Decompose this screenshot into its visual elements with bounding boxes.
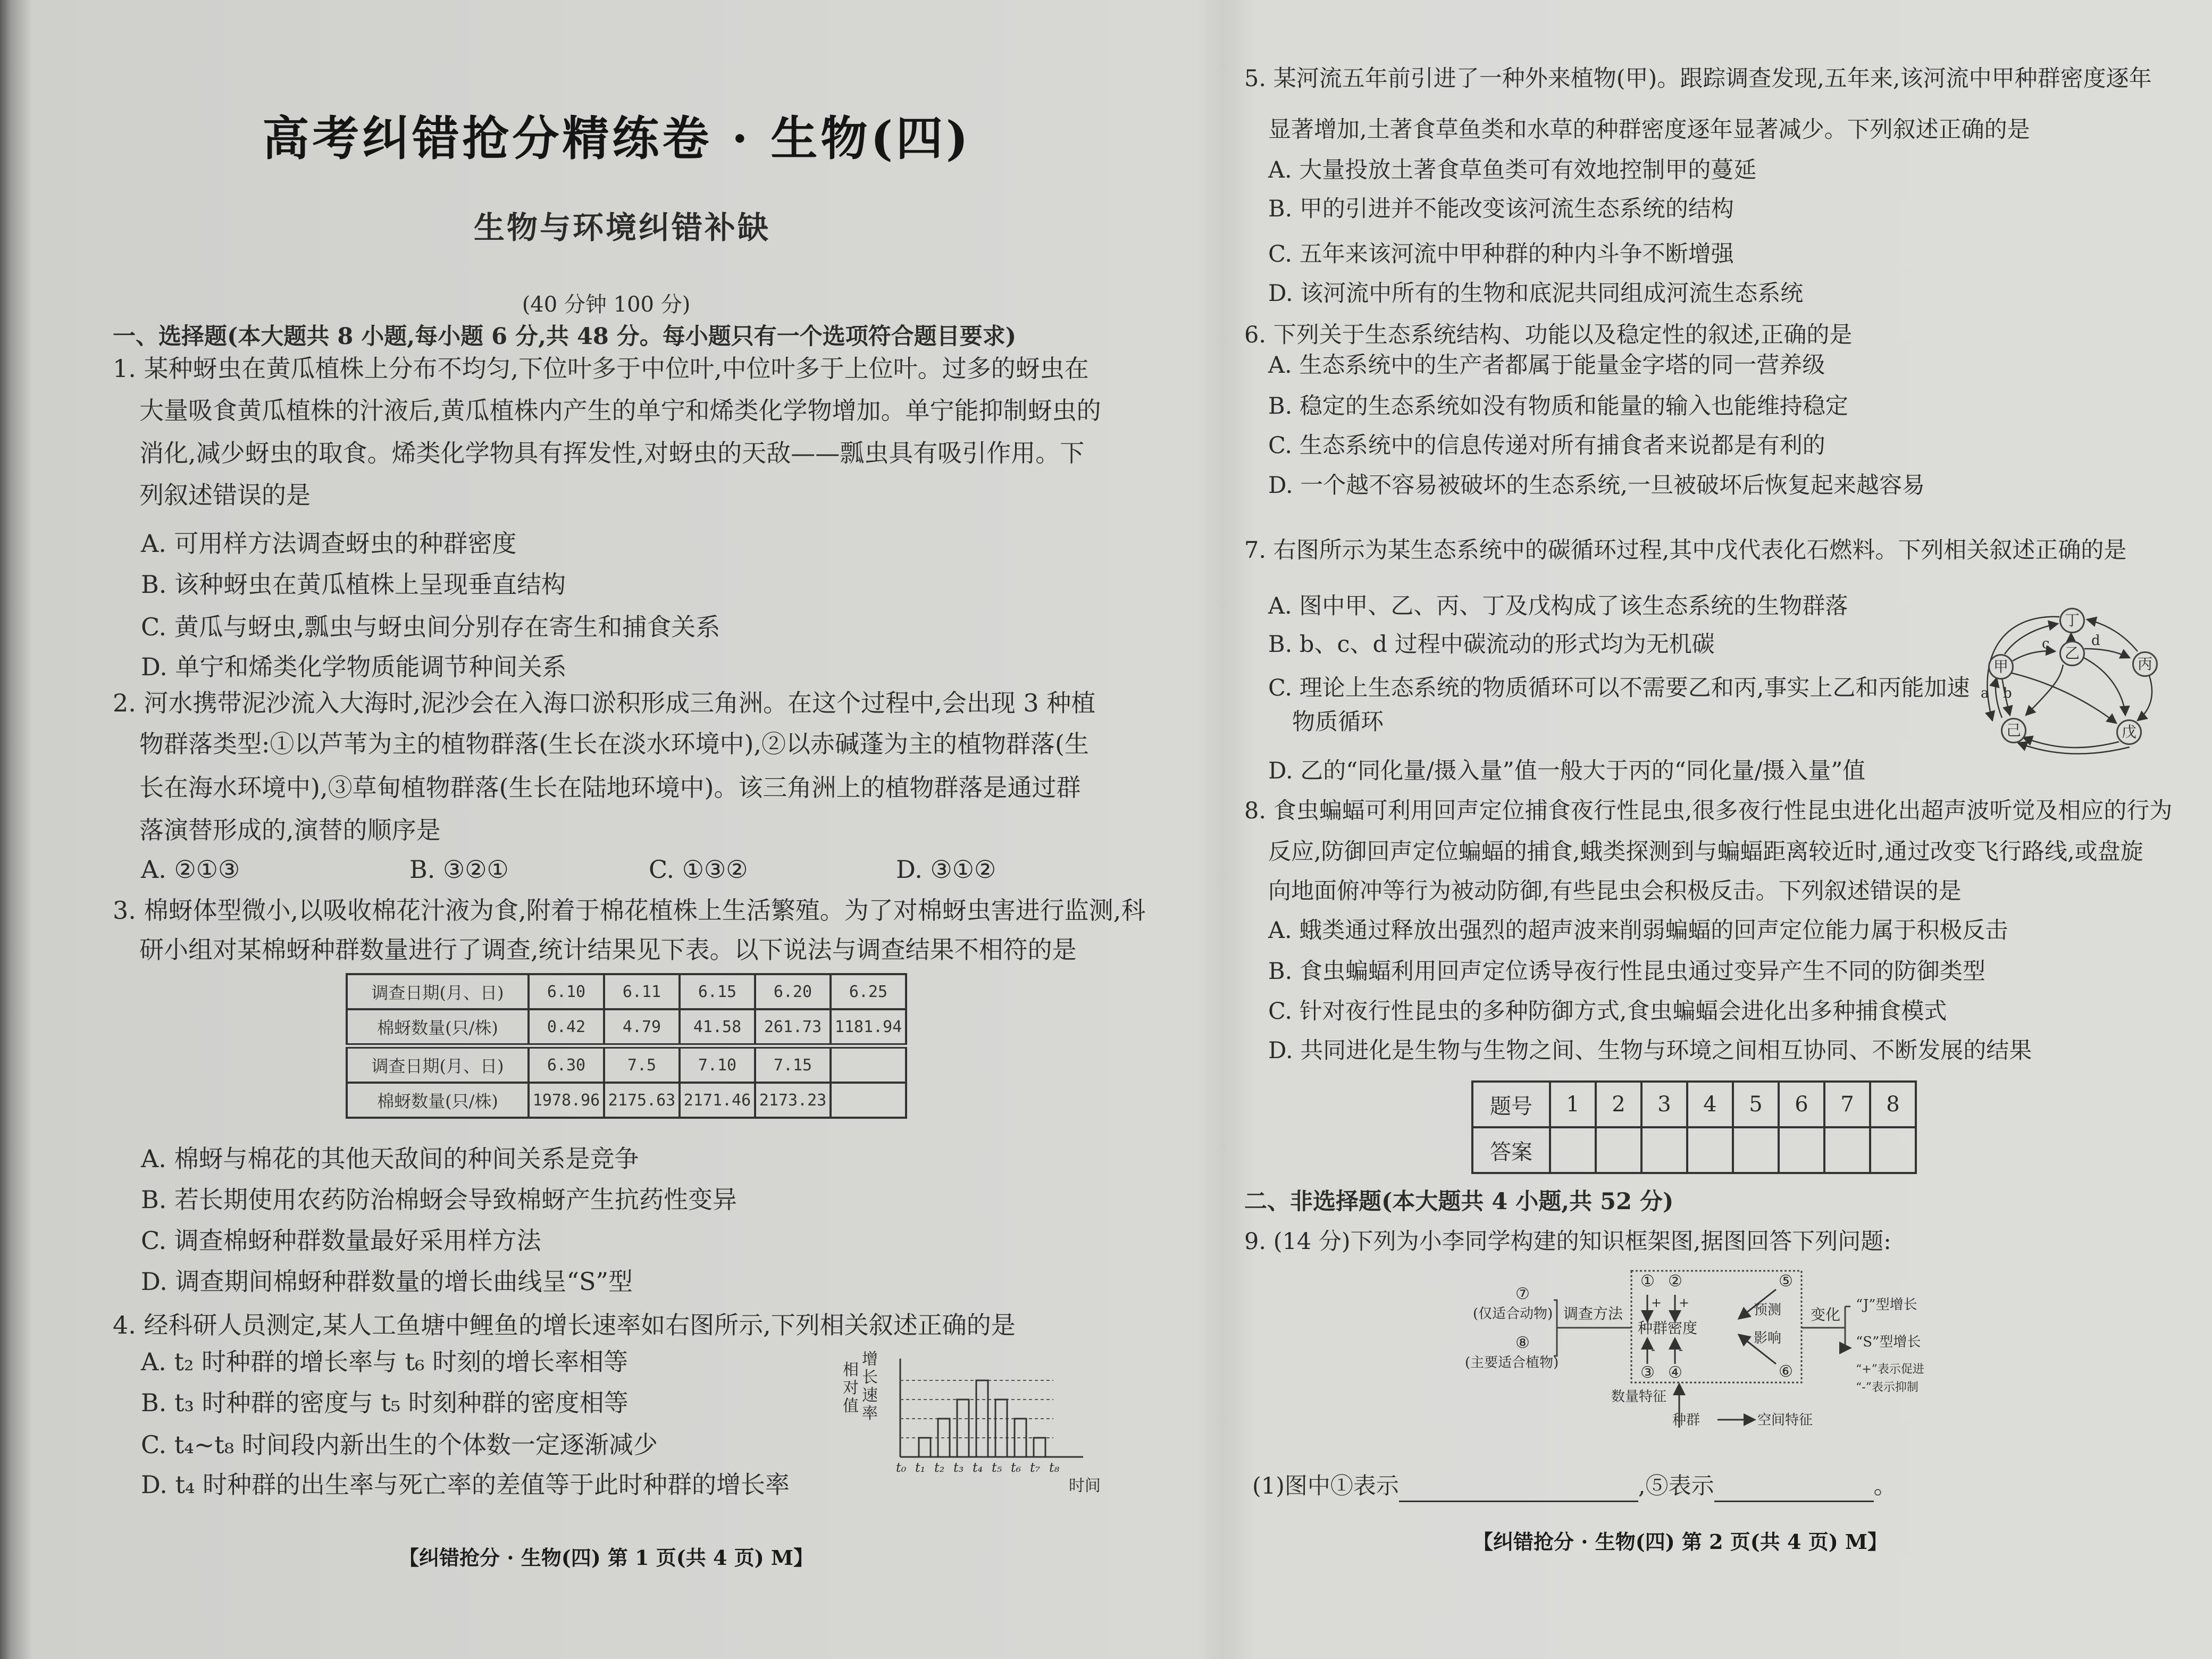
q2-option-d: D. ③①② <box>896 855 996 884</box>
answer-cell[interactable] <box>1824 1127 1870 1173</box>
q1-line: 1. 某种蚜虫在黄瓜植株上分布不均匀,下位叶多于中位叶,中位叶多于上位叶。过多的蚜虫在 <box>113 354 1089 383</box>
q6-option-d: D. 一个越不容易被破坏的生态系统,一旦被破坏后恢复起来越容易 <box>1268 472 1925 499</box>
time-tick-label: t₀ <box>896 1460 907 1475</box>
population-label: 种群 <box>1672 1412 1700 1428</box>
cell: 6 <box>1779 1082 1824 1127</box>
time-tick-label: t₇ <box>1030 1460 1041 1475</box>
cell: 1181.94 <box>831 1009 906 1046</box>
s-growth-label: “S”型增长 <box>1856 1334 1921 1350</box>
q3-option-d: D. 调查期间棉蚜种群数量的增长曲线呈“S”型 <box>141 1267 633 1296</box>
cell: 4 <box>1687 1082 1733 1127</box>
node-ji: 己 <box>2001 718 2026 743</box>
growth-bar <box>919 1438 931 1457</box>
cell: 2173.23 <box>755 1083 831 1118</box>
table-row <box>347 1046 906 1083</box>
q2-line: 长在海水环境中),③草甸植物群落(生长在陆地环境中)。该三角洲上的植物群落是通过群 <box>139 773 1081 802</box>
q8-line: 向地面俯冲等行为被动防御,有些昆虫会积极反击。下列叙述错误的是 <box>1268 878 1962 904</box>
plus-sign: + <box>1679 1295 1690 1310</box>
edge-label-c: c <box>2042 636 2050 652</box>
answer-table <box>1471 1080 1917 1174</box>
q6-option-b: B. 稳定的生态系统如没有物质和能量的输入也能维持稳定 <box>1268 393 1848 420</box>
population-density-label: 种群密度 <box>1638 1319 1698 1337</box>
carbon-cycle-figure <box>1970 598 2167 752</box>
table-row <box>347 974 906 1009</box>
change-label: 变化 <box>1811 1306 1841 1323</box>
time-score: (40 分钟 100 分) <box>522 292 691 317</box>
survey-method-label: 调查方法 <box>1563 1305 1623 1322</box>
minus-sign: - <box>1651 1342 1656 1357</box>
q8-line: 反应,防御回声定位蝙蝠的捕食,蛾类探测到与蝙蝠距离较近时,通过改变飞行路线,或盘旋 <box>1268 839 2143 865</box>
q2-line: 2. 河水携带泥沙流入大海时,泥沙会在入海口淤积形成三角洲。在这个过程中,会出现 3 种植 <box>113 689 1096 717</box>
q6-line: 6. 下列关于生态系统结构、功能以及稳定性的叙述,正确的是 <box>1244 322 1853 348</box>
q7-option-c: C. 理论上生态系统的物质循环可以不需要乙和丙,事实上乙和丙能加速 <box>1268 675 1970 701</box>
q8-option-c: C. 针对夜行性昆虫的多种防御方式,食虫蝙蝠会进化出多种捕食模式 <box>1268 998 1947 1025</box>
q1-option-a: A. 可用样方法调查蚜虫的种群密度 <box>141 529 517 558</box>
table-row <box>347 1009 906 1046</box>
plus-sign: + <box>1651 1295 1662 1310</box>
q9-sub1-label-a: (1)图中①表示 <box>1252 1473 1399 1499</box>
label-8-note: (主要适合植物) <box>1465 1355 1559 1371</box>
answer-label: 答案 <box>1472 1127 1550 1173</box>
growth-bar <box>1034 1438 1045 1457</box>
cell: 6.25 <box>831 974 906 1009</box>
answer-blank-5[interactable] <box>1714 1479 1874 1502</box>
predict-label: 预测 <box>1754 1302 1782 1318</box>
q5-line: 显著增加,土著食草鱼类和水草的种群密度逐年显著减少。下列叙述正确的是 <box>1268 116 2030 143</box>
q3-option-a: A. 棉蚜与棉花的其他天敌间的种间关系是竞争 <box>141 1144 639 1173</box>
legend-minus: “-”表示抑制 <box>1856 1381 1918 1394</box>
q8-option-d: D. 共同进化是生物与生物之间、生物与环境之间相互协同、不断发展的结果 <box>1268 1037 2032 1064</box>
cell: 6.30 <box>529 1046 604 1083</box>
answer-blank-1[interactable] <box>1399 1479 1638 1502</box>
answer-cell[interactable] <box>1733 1127 1779 1173</box>
q2-line: 物群落类型:①以芦苇为主的植物群落(生长在淡水环境中),②以赤碱蓬为主的植物群落(生 <box>139 730 1089 758</box>
q2-line: 落演替形成的,演替的顺序是 <box>139 816 441 844</box>
cell: 2 <box>1596 1082 1641 1127</box>
cell: 7.15 <box>755 1046 831 1083</box>
cell: 1978.96 <box>529 1083 604 1118</box>
label-4: ④ <box>1668 1363 1682 1382</box>
ylabel-relative: 相对值 <box>843 1361 859 1415</box>
cell: 6.10 <box>529 974 604 1009</box>
time-tick-label: t₅ <box>992 1460 1002 1475</box>
q5-line: 5. 某河流五年前引进了一种外来植物(甲)。跟踪调查发现,五年来,该河流中甲种群密度逐年 <box>1244 65 2152 92</box>
cell: 261.73 <box>755 1009 831 1046</box>
q6-option-c: C. 生态系统中的信息传递对所有捕食者来说都是有利的 <box>1268 432 1825 459</box>
cell: 3 <box>1641 1082 1687 1127</box>
q5-option-a: A. 大量投放土著食草鱼类可有效地控制甲的蔓延 <box>1268 157 1757 183</box>
q8-line: 8. 食虫蝙蝠可利用回声定位捕食夜行性昆虫,很多夜行性昆虫进化出超声波听觉及相应的行为 <box>1244 798 2173 824</box>
time-tick-label: t₄ <box>973 1460 983 1475</box>
label-3: ③ <box>1640 1363 1655 1382</box>
table-row <box>1472 1082 1916 1127</box>
q4-option-d: D. t₄ 时种群的出生率与死亡率的差值等于此时种群的增长率 <box>141 1470 790 1499</box>
time-tick-label: t₁ <box>915 1460 926 1475</box>
time-tick-label: t₈ <box>1049 1460 1060 1475</box>
label-6: ⑥ <box>1779 1362 1793 1381</box>
cell: 6.20 <box>755 974 831 1009</box>
cell: 7.5 <box>604 1046 680 1083</box>
label-8: ⑧ <box>1515 1334 1530 1352</box>
page-footer-left: 【纠错抢分 · 生物(四) 第 1 页(共 4 页) M】 <box>399 1546 814 1570</box>
answer-cell[interactable] <box>1641 1127 1687 1173</box>
q5-option-b: B. 甲的引进并不能改变该河流生态系统的结构 <box>1268 196 1734 222</box>
q2-option-c: C. ①③② <box>649 855 748 884</box>
q7-option-c-cont: 物质循环 <box>1292 709 1384 735</box>
section2-heading: 二、非选择题(本大题共 4 小题,共 52 分) <box>1244 1188 1674 1215</box>
node-jia: 甲 <box>1988 654 2014 680</box>
q2-option-b: B. ③②① <box>409 855 509 884</box>
section1-heading: 一、选择题(本大题共 8 小题,每小题 6 分,共 48 分。每小题只有一个选项符合题目要求) <box>113 323 1017 350</box>
cell <box>831 1083 906 1118</box>
ylabel-growth-rate: 增长速率 <box>862 1350 878 1423</box>
q6-option-a: A. 生态系统中的生产者都属于能量金字塔的同一营养级 <box>1268 352 1825 379</box>
cell: 0.42 <box>529 1009 604 1046</box>
q7-option-a: A. 图中甲、乙、丙、丁及戊构成了该生态系统的生物群落 <box>1268 593 1848 619</box>
affect-label: 影响 <box>1754 1330 1782 1346</box>
time-tick-label: t₂ <box>934 1460 945 1475</box>
cell: 5 <box>1733 1082 1779 1127</box>
aphid-survey-table <box>346 973 907 1119</box>
answer-cell[interactable] <box>1779 1127 1824 1173</box>
q4-option-c: C. t₄~t₈ 时间段内新出生的个体数一定逐渐减少 <box>141 1430 658 1459</box>
exam-subtitle: 生物与环境纠错补缺 <box>473 210 771 246</box>
q7-option-b: B. b、c、d 过程中碳流动的形式均为无机碳 <box>1268 631 1715 658</box>
q5-option-c: C. 五年来该河流中甲种群的种内斗争不断增强 <box>1268 241 1734 267</box>
edge-label-b: b <box>2003 685 2012 701</box>
q1-line: 列叙述错误的是 <box>139 481 311 509</box>
cell: 7.10 <box>680 1046 755 1083</box>
q9-line: 9. (14 分)下列为小李同学构建的知识框架图,据图回答下列问题: <box>1244 1228 1891 1255</box>
q8-option-a: A. 蛾类通过释放出强烈的超声波来削弱蝙蝠的回声定位能力属于积极反击 <box>1268 917 2008 944</box>
edge-label-a: a <box>1981 685 1989 701</box>
q5-option-d: D. 该河流中所有的生物和底泥共同组成河流生态系统 <box>1268 280 1804 307</box>
j-growth-label: “J”型增长 <box>1856 1297 1917 1313</box>
q1-option-c: C. 黄瓜与蚜虫,瓢虫与蚜虫间分别存在寄生和捕食关系 <box>141 613 720 641</box>
spatial-feature-label: 空间特征 <box>1757 1412 1813 1428</box>
label-2: ② <box>1668 1272 1682 1291</box>
growth-bar <box>995 1400 1007 1457</box>
node-yi: 乙 <box>2059 641 2085 666</box>
q4-option-b: B. t₃ 时种群的密度与 t₅ 时刻种群的密度相等 <box>141 1388 629 1417</box>
label-7: ⑦ <box>1515 1285 1530 1303</box>
node-bing: 丙 <box>2132 651 2158 677</box>
cell: 8 <box>1870 1082 1916 1127</box>
q9-sub1-end: 。 <box>1873 1473 1897 1499</box>
date-label: 调查日期(月、日) <box>347 974 529 1009</box>
cell <box>831 1046 906 1083</box>
answer-cell[interactable] <box>1870 1127 1916 1173</box>
q1-option-d: D. 单宁和烯类化学物质能调节种间关系 <box>141 652 567 681</box>
cell: 41.58 <box>680 1009 755 1046</box>
time-tick-label: t₃ <box>953 1460 964 1475</box>
legend-plus: “+”表示促进 <box>1856 1363 1924 1376</box>
q3-line: 3. 棉蚜体型微小,以吸收棉花汁液为食,附着于棉花植株上生活繁殖。为了对棉蚜虫害进行监测,科 <box>113 896 1146 925</box>
cell: 2175.63 <box>604 1083 680 1118</box>
count-label: 棉蚜数量(只/株) <box>347 1083 529 1118</box>
label-1: ① <box>1640 1272 1655 1291</box>
growth-rate-figure <box>843 1350 1101 1499</box>
quantity-feature-label: 数量特征 <box>1611 1389 1667 1405</box>
edge-label-d: d <box>2091 633 2100 649</box>
cell: 6.15 <box>680 974 755 1009</box>
q3-option-c: C. 调查棉蚜种群数量最好采用样方法 <box>141 1226 541 1255</box>
q3-line: 研小组对某棉蚜种群数量进行了调查,统计结果见下表。以下说法与调查结果不相符的是 <box>139 935 1077 964</box>
answer-cell[interactable] <box>1550 1127 1596 1173</box>
label-5: ⑤ <box>1779 1272 1793 1291</box>
q9-sub1-label-b: ,⑤表示 <box>1638 1473 1714 1499</box>
q3-option-b: B. 若长期使用农药防治棉蚜会导致棉蚜产生抗药性变异 <box>141 1185 738 1214</box>
q1-line: 消化,减少蚜虫的取食。烯类化学物具有挥发性,对蚜虫的天敌——瓢虫具有吸引作用。下 <box>139 439 1085 467</box>
q1-option-b: B. 该种蚜虫在黄瓜植株上呈现垂直结构 <box>141 570 566 599</box>
knowledge-framework-diagram <box>1436 1268 1967 1449</box>
q4-option-a: A. t₂ 时种群的增长率与 t₆ 时刻的增长率相等 <box>141 1347 629 1376</box>
xlabel-time: 时间 <box>1069 1477 1101 1495</box>
label-7-note: (仅适合动物) <box>1473 1306 1553 1322</box>
minus-sign: - <box>1679 1342 1683 1357</box>
answer-cell[interactable] <box>1596 1127 1641 1173</box>
growth-rate-plot <box>843 1351 1098 1499</box>
question-number-label: 题号 <box>1472 1082 1550 1127</box>
cell: 7 <box>1824 1082 1870 1127</box>
q7-option-d: D. 乙的“同化量/摄入量”值一般大于丙的“同化量/摄入量”值 <box>1268 758 1866 784</box>
cell: 4.79 <box>604 1009 680 1046</box>
count-label: 棉蚜数量(只/株) <box>347 1009 529 1046</box>
node-wu: 戊 <box>2116 719 2142 745</box>
cell: 1 <box>1550 1082 1596 1127</box>
q4-line: 4. 经科研人员测定,某人工鱼塘中鲤鱼的增长速率如右图所示,下列相关叙述正确的是 <box>113 1311 1016 1339</box>
q9-sub1 <box>1252 1470 1897 1502</box>
table-row <box>1472 1127 1916 1173</box>
exam-title: 高考纠错抢分精练卷 · 生物(四) <box>262 111 971 166</box>
date-label: 调查日期(月、日) <box>347 1046 529 1083</box>
time-tick-label: t₆ <box>1011 1460 1021 1475</box>
q2-option-a: A. ②①③ <box>141 855 240 884</box>
node-ding: 丁 <box>2059 608 2085 633</box>
cell: 6.11 <box>604 974 680 1009</box>
cell: 2171.46 <box>680 1083 755 1118</box>
q1-line: 大量吸食黄瓜植株的汁液后,黄瓜植株内产生的单宁和烯类化学物增加。单宁能抑制蚜虫的 <box>139 396 1101 425</box>
page-footer-right: 【纠错抢分 · 生物(四) 第 2 页(共 4 页) M】 <box>1473 1530 1888 1554</box>
growth-bar <box>957 1400 969 1457</box>
answer-cell[interactable] <box>1687 1127 1733 1173</box>
q7-line: 7. 右图所示为某生态系统中的碳循环过程,其中戊代表化石燃料。下列相关叙述正确的是 <box>1244 537 2127 564</box>
q8-option-b: B. 食虫蝙蝠利用回声定位诱导夜行性昆虫通过变异产生不同的防御类型 <box>1268 958 1985 985</box>
table-row <box>347 1083 906 1118</box>
